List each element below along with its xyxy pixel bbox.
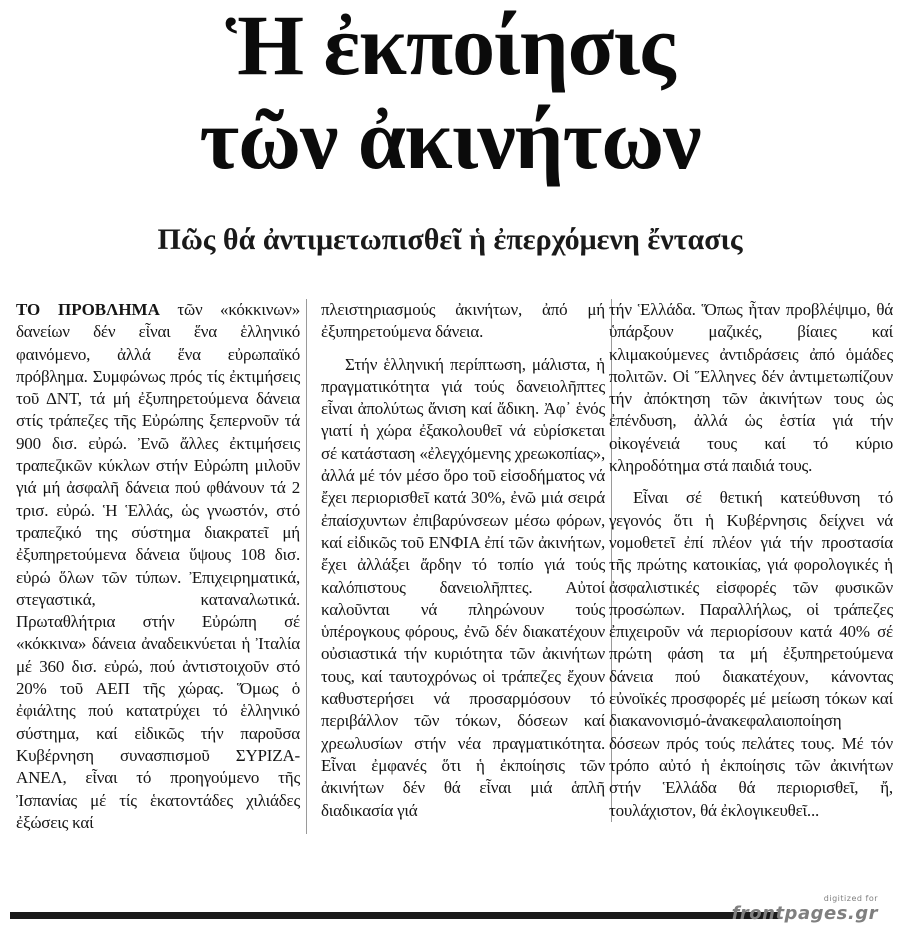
article-column-2 <box>321 299 612 822</box>
watermark <box>732 894 878 924</box>
column-1-paragraph <box>16 299 300 834</box>
column-3-paragraph-1: τήν Ἑλλάδα. Ὅπως ἦταν προβλέψιμο, θά ὑπάρξουν μαζικές, βίαιες καί κλιμακούμενες ἀντιδράσεις ἀπό ὁμάδες πολιτῶν. Οἱ Ἕλληνες δέν ἀντιμετωπίζουν τήν ἀπόκτηση τῶν ἀκινήτων τους ὡς ἐπένδυση, ἀλλά ὡς ἑστία γιά τήν οἰκογένειά τους καί τό κύριο κληροδότημα στά παιδιά τους. <box>609 300 893 476</box>
headline-line-1: Ἡ ἐκποίησις <box>225 0 675 93</box>
article-column-1 <box>16 299 307 834</box>
subheadline: Πῶς θά ἀντιμετωπισθεῖ ἡ ἐπερχόμενη ἔντασις <box>157 223 743 256</box>
headline-line-2: τῶν ἀκινήτων <box>199 91 701 187</box>
lead-label: ΤΟ ΠΡΟΒΛΗΜΑ <box>16 300 160 319</box>
column-2-paragraph-1: πλειστηριασμούς ἀκινήτων, ἀπό μή ἐξυπηρετούμενα δάνεια. <box>321 300 605 342</box>
column-1-text: τῶν «κόκκινων» δανείων δέν εἶναι ἕνα ἑλληνικό φαινόμενο, ἀλλά ἕνα εὐρωπαϊκό πρόβλημα. Συμφώνως πρός τίς ἐκτιμήσεις τοῦ ΔΝΤ, τά μή ἐξυπηρετούμενα δάνεια στίς τράπεζες τῆς Εὐρώπης ξεπερνοῦν τά 900 δισ. εὐρώ. Ἐνῶ ἄλλες ἐκτιμήσεις τραπεζικῶν κύκλων στήν Εὐρώπη μιλοῦν γιά μή ἀσφαλῆ δάνεια πού φθάνουν τά 2 τρισ. εὐρώ. Ἡ Ἑλλάς, ὡς γνωστόν, στό τραπεζικό της σύστημα διακρατεῖ μή ἐξυπηρετούμενα δάνεια ὕψους 108 δισ. εὐρώ ὅλων τῶν τύπων. Ἐπιχειρηματικά, στεγαστικά, καταναλωτικά. Πρωταθλήτρια στήν Εὐρώπη σέ «κόκκινα» δάνεια ἀναδεικνύεται ἡ Ἰταλία μέ 360 δισ. εὐρώ, πού ἀντιστοιχοῦν στό 20% τοῦ ΑΕΠ τῆς χώρας. Ὅμως ὁ ἐφιάλτης πού κατατρύχει τό ἑλληνικό σύστημα, καί εἰδικῶς τήν παροῦσα Κυβέρνηση συνασπισμοῦ ΣΥΡΙΖΑ-ΑΝΕΛ, εἶναι τό προηγούμενο τῆς Ἰσπανίας μέ τίς ἑκατοντάδες χιλιάδες ἐξώσεις καί <box>16 300 301 832</box>
bottom-rule <box>10 912 780 919</box>
article-column-3 <box>609 299 893 822</box>
watermark-caption: digitized for <box>823 894 878 903</box>
column-2-paragraph-2: Στήν ἑλληνική περίπτωση, μάλιστα, ἡ πραγματικότητα γιά τούς δανειολῆπτες εἶναι ἀπολύτως ἄνιση καί ἄδικη. Ἀφ᾽ ἑνός γιατί ἡ χώρα ἐξακολουθεῖ νά εὑρίσκεται σέ κατάσταση «ἐλεγχόμενης χρεωκοπίας», ἀλλά μέ τόν μέσο ὅρο τοῦ εἰσοδήματος νά ἔχει περιορισθεῖ κατά 30%, ἐνῶ μιά σειρά ἐπαίσχυντων ἐπιβαρύνσεων μέσω φόρων, καί εἰδικῶς τοῦ ΕΝΦΙΑ ἐπί τῶν ἀκινήτων, ἔχει ἀλλάξει ἄρδην τό τοπίο γιά τούς καλόπιστους δανειολῆπτες. Αὐτοί καλοῦνται νά πληρώνουν τούς ὑπέρογκους φόρους, ἐνῶ δέν διακατέχουν οὐσιαστικά τήν κυριότητα τῶν ἀκινήτων τους, καί ταυτοχρόνως οἱ τράπεζες ἔχουν καθυστερήσει νά προσαρμόσουν τό περιβάλλον τῶν τόκων, δόσεων καί χρεωλυσίων στήν νέα πραγματικότητα. Εἶναι ἐμφανές ὅτι ἡ ἐκποίησις τῶν ἀκινήτων δέν θά εἶναι μιά ἁπλῆ διαδικασία γιά <box>321 354 605 820</box>
watermark-site: frontpages.gr <box>731 903 878 924</box>
column-3-paragraph-2: Εἶναι σέ θετική κατεύθυνση τό γεγονός ὅτι ἡ Κυβέρνησις δείχνει νά νομοθετεῖ ἐπί πλέον γιά τήν προστασία τῆς πρώτης κατοικίας, γιά φορολογικές ἡ ἀσφαλιστικές εἰσφορές τῶν φυσικῶν προσώπων. Παραλλήλως, οἱ τράπεζες ἐπιχειροῦν νά περιορίσουν κατά 40% σέ πρώτη φάση τα μή ἐξυπηρετούμενα δάνεια πού διακατέχουν, κάνοντας εὐνοϊκές προσφορές μέ μείωση τόκων καί διακανονισμό-ἀνακεφαλαιοποίηση δόσεων πρός τούς πελάτες τους. Μέ τόν τρόπο αὐτό ἡ ἐκποίησις τῶν ἀκινήτων στήν Ἑλλάδα θά περιορισθεῖ, ἤ, τουλάχιστον, θά ἐκλογικευθεῖ... <box>609 488 893 820</box>
